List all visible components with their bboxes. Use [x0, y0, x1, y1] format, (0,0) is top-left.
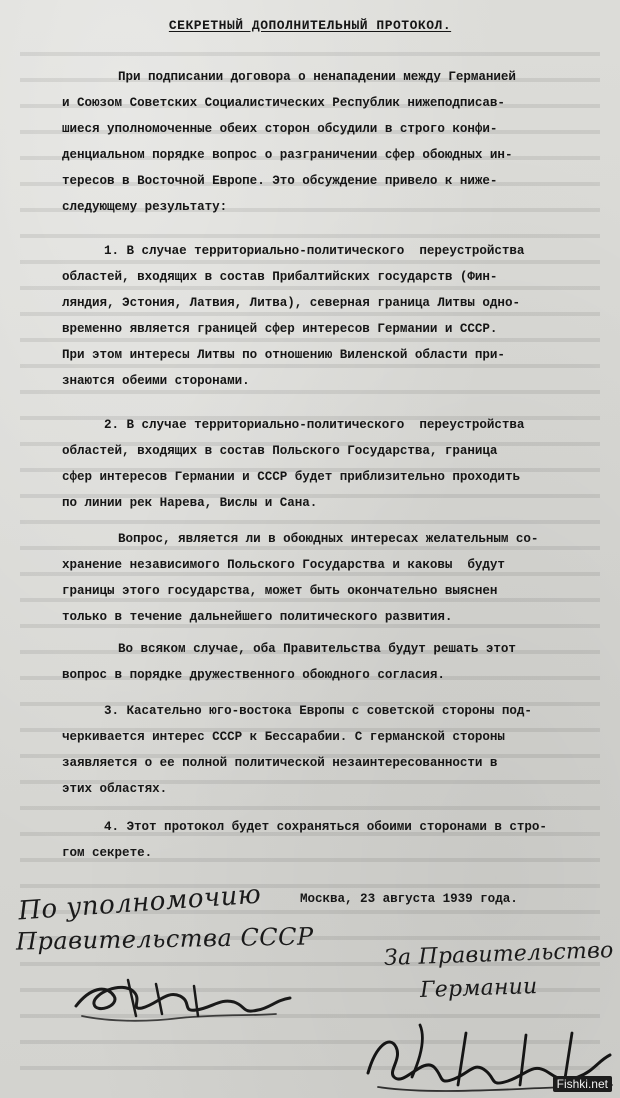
text-line: шиеся уполномоченные обеих сторон обсудили в строго конфи- — [62, 122, 498, 136]
text-line: границы этого государства, может быть окончательно выяснен — [62, 584, 498, 598]
text-line: 4. Этот протокол будет сохраняться обоими сторонами в стро- — [104, 820, 547, 834]
text-line: Во всяком случае, оба Правительства будут решать этот — [118, 642, 516, 656]
text-line: хранение независимого Польского Государства и каковы будут — [62, 558, 505, 572]
text-line: временно является границей сфер интересов Германии и СССР. — [62, 322, 498, 336]
fishki-watermark: Fishki.net — [553, 1076, 612, 1092]
signature-molotov-scribble — [70, 970, 300, 1025]
text-line: знаются обеими сторонами. — [62, 374, 250, 388]
text-line: При подписании договора о ненападении между Германией — [118, 70, 516, 84]
signature-right-line1: За Правительство — [383, 938, 614, 971]
signature-right-line2: Германии — [419, 973, 538, 1004]
text-line: При этом интересы Литвы по отношению Виленской области при- — [62, 348, 505, 362]
text-line: следующему результату: — [62, 200, 228, 214]
text-line: по линии рек Нарева, Вислы и Сана. — [62, 496, 318, 510]
text-line: ляндия, Эстония, Латвия, Литва), северная граница Литвы одно- — [62, 296, 520, 310]
text-line: заявляется о ее полной политической незаинтересованности в — [62, 756, 498, 770]
text-line: только в течение дальнейшего политического развития. — [62, 610, 453, 624]
text-line: сфер интересов Германии и СССР будет приблизительно проходить — [62, 470, 520, 484]
text-line: денциальном порядке вопрос о разграничении сфер обоюдных ин- — [62, 148, 513, 162]
text-line: 1. В случае территориально-политического переустройства — [104, 244, 525, 258]
text-line: 3. Касательно юго-востока Европы с советской стороны под- — [104, 704, 532, 718]
text-line: тересов в Восточной Европе. Это обсуждение привело к нижe- — [62, 174, 498, 188]
text-line: областей, входящих в состав Прибалтийских государств (Фин- — [62, 270, 498, 284]
text-line: гом секрете. — [62, 846, 153, 860]
text-line: Вопрос, является ли в обоюдных интересах желательным со- — [118, 532, 539, 546]
text-line: этих областях. — [62, 782, 168, 796]
text-line: и Союзом Советских Социалистических Республик нижеподписав- — [62, 96, 505, 110]
text-line: 2. В случае территориально-политического переустройства — [104, 418, 525, 432]
document-title: СЕКРЕТНЫЙ ДОПОЛНИТЕЛЬНЫЙ ПРОТОКОЛ. — [168, 18, 452, 33]
signature-left-line2: Правительства СССР — [15, 922, 314, 956]
text-line: вопрос в порядке дружественного обоюдного согласия. — [62, 668, 445, 682]
text-line: областей, входящих в состав Польского Государства, граница — [62, 444, 498, 458]
text-line: черкивается интерес СССР к Бессарабии. С германской стороны — [62, 730, 505, 744]
signature-left-line1: По уполномочию — [17, 879, 263, 927]
date-line: Москва, 23 августа 1939 года. — [300, 892, 518, 906]
